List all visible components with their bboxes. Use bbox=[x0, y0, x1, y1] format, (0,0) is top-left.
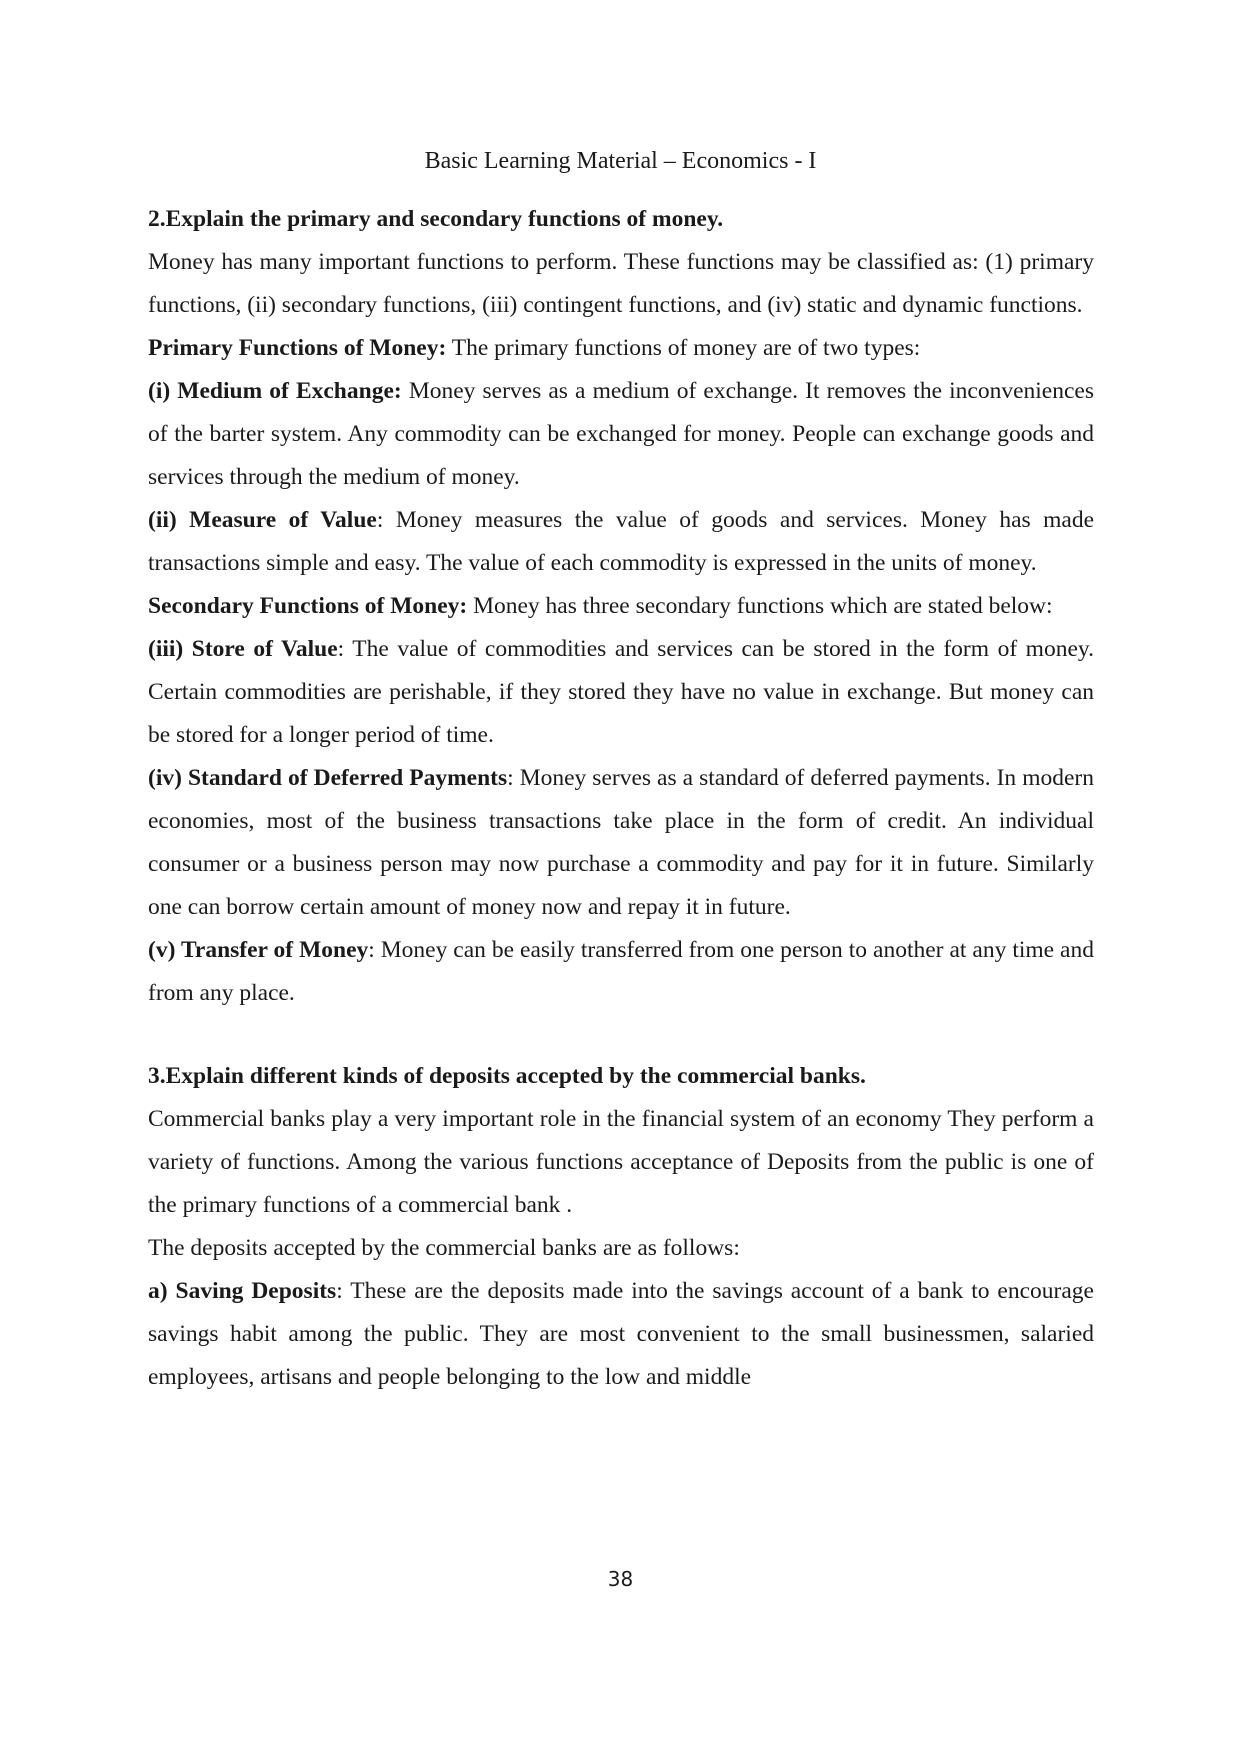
page-body bbox=[148, 198, 1094, 1399]
primary-functions-paragraph bbox=[148, 327, 1094, 370]
question-3-heading: 3.Explain different kinds of deposits accepted by the commercial banks. bbox=[148, 1063, 866, 1089]
deposit-item-label: a) Saving Deposits bbox=[148, 1278, 337, 1304]
function-item-text: : The value of commodities and services can be stored in the form of money. Certain commodities are perishable, if they stored they have no value in exchange. But money can be stored for a longer period of time. bbox=[148, 636, 1094, 748]
function-item-store-of-value bbox=[148, 628, 1094, 757]
function-item-label: (ii) Measure of Value bbox=[148, 507, 377, 533]
question-2-intro: Money has many important functions to perform. These functions may be classified as: (1) primary functions, (ii) secondary functions, (iii) contingent functions, and (iv) static and dynamic functions. bbox=[148, 249, 1094, 318]
secondary-functions-paragraph bbox=[148, 585, 1094, 628]
secondary-functions-text: Money has three secondary functions which are stated below: bbox=[467, 593, 1053, 619]
function-item-text: : Money can be easily transferred from one person to another at any time and from any place. bbox=[148, 937, 1094, 1006]
function-item-text: Money serves as a medium of exchange. It removes the inconveniences of the barter system. Any commodity can be exchanged for money. People can exchange goods and services through the medium of money. bbox=[148, 378, 1094, 490]
function-item-label: (iv) Standard of Deferred Payments bbox=[148, 765, 508, 791]
function-item-label: (v) Transfer of Money bbox=[148, 937, 369, 963]
deposit-item-saving-deposits bbox=[148, 1270, 1094, 1399]
function-item-text: : Money serves as a standard of deferred payments. In modern economies, most of the business transactions take place in the form of credit. An individual consumer or a business person may now purchase a commodity and pay for it in future. Similarly one can borrow certain amount of money now and repay it in future. bbox=[148, 765, 1094, 920]
question-2-heading: 2.Explain the primary and secondary functions of money. bbox=[148, 206, 724, 232]
function-item-text: : Money measures the value of goods and services. Money has made transactions simple and easy. The value of each commodity is expressed in the units of money. bbox=[148, 507, 1094, 576]
function-item-label: (iii) Store of Value bbox=[148, 636, 338, 662]
function-item-label: (i) Medium of Exchange: bbox=[148, 378, 402, 404]
function-item-medium-of-exchange bbox=[148, 370, 1094, 499]
function-item-transfer-of-money bbox=[148, 929, 1094, 1015]
function-item-measure-of-value bbox=[148, 499, 1094, 585]
page-number: 38 bbox=[607, 1567, 634, 1591]
deposit-item-text: : These are the deposits made into the savings account of a bank to encourage savings habit among the public. They are most convenient to the small businessmen, salaried employees, artisans and people belonging to the low and middle bbox=[148, 1278, 1094, 1390]
question-3-intro: Commercial banks play a very important role in the financial system of an economy They perform a variety of functions. Among the various functions acceptance of Deposits from the public is one of the primary functions of a commercial bank . bbox=[148, 1106, 1094, 1218]
primary-functions-label: Primary Functions of Money: bbox=[148, 335, 447, 361]
running-header: Basic Learning Material – Economics - I bbox=[424, 148, 817, 174]
function-item-deferred-payments bbox=[148, 757, 1094, 929]
primary-functions-text: The primary functions of money are of two types: bbox=[446, 335, 921, 361]
secondary-functions-label: Secondary Functions of Money: bbox=[148, 593, 468, 619]
question-3-lead: The deposits accepted by the commercial banks are as follows: bbox=[148, 1235, 740, 1261]
